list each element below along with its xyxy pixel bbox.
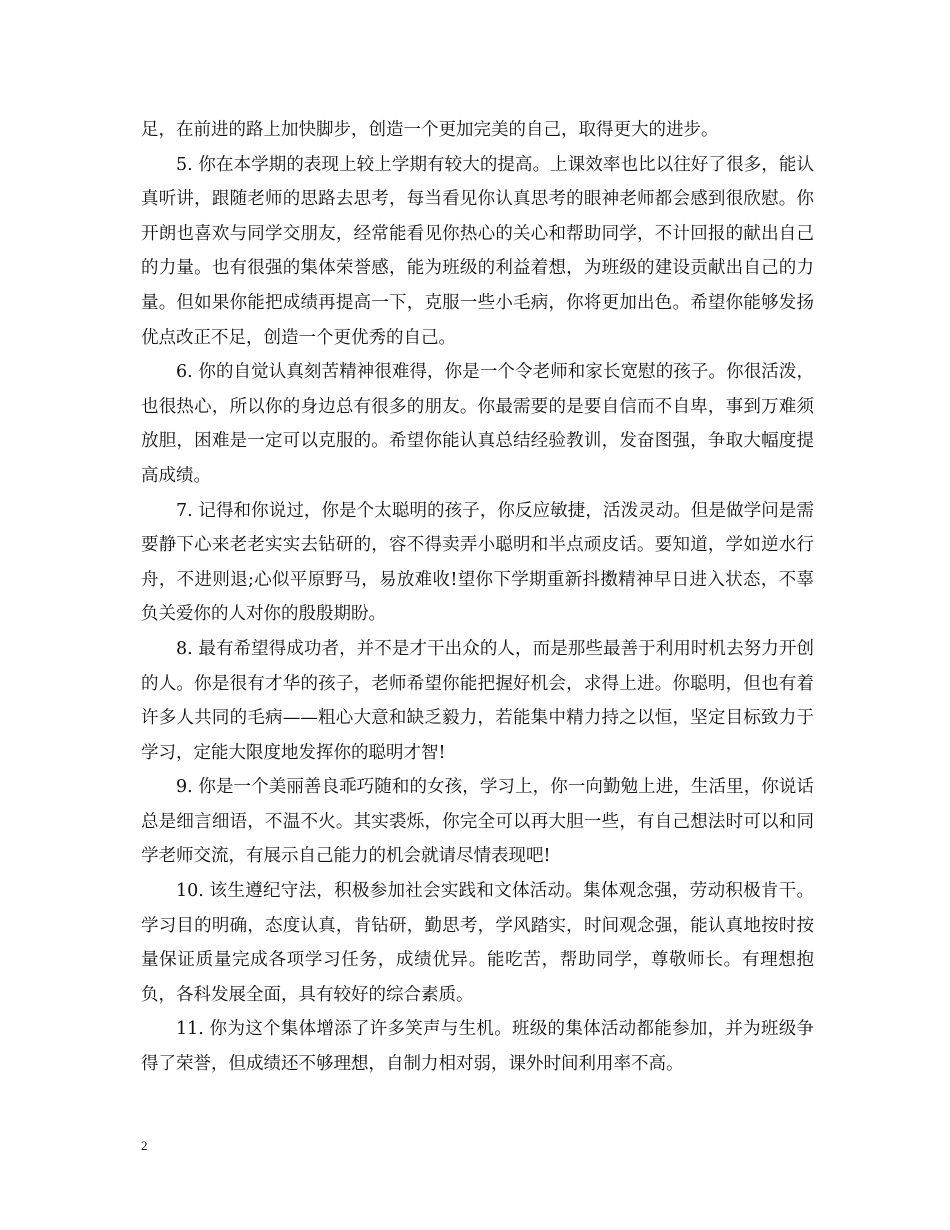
page-number: 2 (141, 1138, 148, 1153)
paragraph-continuation: 足，在前进的路上加快脚步，创造一个更加完美的自己，取得更大的进步。 (141, 120, 719, 140)
paragraph-item-6: 6. 你的自觉认真刻苦精神很难得，你是一个令老师和家长宽慰的孩子。你很活泼，也很热心，所以你的身边总有很多的朋友。你最需要的是要自信而不自卑，事到万难须放胆，困难是一定可以克服的。希望你能认真总结经验教训，发奋图强，争取大幅度提高成绩。 (141, 362, 814, 486)
paragraph-item-10: 10. 该生遵纪守法，积极参加社会实践和文体活动。集体观念强，劳动积极肯干。学习目的明确，态度认真，肯钻研，勤思考，学风踏实，时间观念强，能认真地按时按量保证质量完成各项学习任务，成绩优异。能吃苦，帮助同学，尊敬师长。有理想抱负，各科发展全面，具有较好的综合素质。 (141, 881, 814, 1005)
paragraph-item-9: 9. 你是一个美丽善良乖巧随和的女孩，学习上，你一向勤勉上进，生活里，你说话总是细言细语，不温不火。其实裘烁，你完全可以再大胆一些，有自己想法时可以和同学老师交流，有展示自己能力的机会就请尽情表现吧! (141, 777, 814, 867)
paragraph-item-5: 5. 你在本学期的表现上较上学期有较大的提高。上课效率也比以往好了很多，能认真听讲，跟随老师的思路去思考，每当看见你认真思考的眼神老师都会感到很欣慰。你开朗也喜欢与同学交朋友，经常能看见你热心的关心和帮助同学，不计回报的献出自己的力量。也有很强的集体荣誉感，能为班级的利益着想，为班级的建设贡献出自己的力量。但如果你能把成绩再提高一下，克服一些小毛病，你将更加出色。希望你能够发扬优点改正不足，创造一个更优秀的自己。 (141, 154, 814, 348)
paragraph-item-7: 7. 记得和你说过，你是个太聪明的孩子，你反应敏捷，活泼灵动。但是做学问是需要静下心来老老实实去钻研的，容不得卖弄小聪明和半点顽皮话。要知道，学如逆水行舟，不进则退;心似平原野马，易放难收!望你下学期重新抖擞精神早日进入状态，不辜负关爱你的人对你的殷殷期盼。 (141, 500, 814, 625)
document-body (141, 113, 814, 1082)
paragraph-item-11: 11. 你为这个集体增添了许多笑声与生机。班级的集体活动都能参加，并为班级争得了荣誉，但成绩还不够理想，自制力相对弱，课外时间利用率不高。 (141, 1019, 814, 1075)
paragraph-item-8: 8. 最有希望得成功者，并不是才干出众的人，而是那些最善于利用时机去努力开创的人。你是很有才华的孩子，老师希望你能把握好机会，求得上进。你聪明，但也有着许多人共同的毛病——粗心大意和缺乏毅力，若能集中精力持之以恒，坚定目标致力于学习，定能大限度地发挥你的聪明才智! (141, 638, 814, 763)
